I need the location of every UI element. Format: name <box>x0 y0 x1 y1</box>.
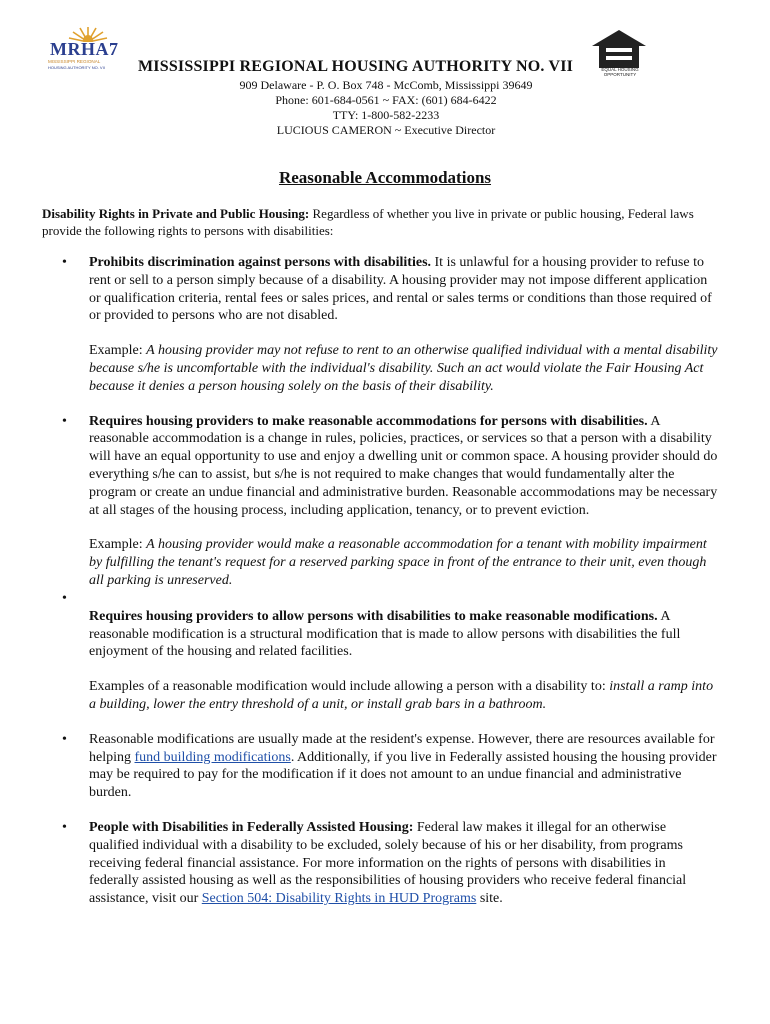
example-label: Examples of a reasonable modification would include allowing a person with a disability to: <box>89 679 610 695</box>
example-text: A housing provider may not refuse to rent to an otherwise qualified individual with a mental disability because s/he is uncomfortable with the individual's disability. Such an act would violate the Fair Housing Act because it denies a person housing solely on the basis of their disability. <box>89 343 718 394</box>
item-text: A reasonable accommodation is a change in rules, policies, practices, or services so that a person with a disability will have an equal opportunity to use and enjoy a dwelling unit or common space. A housing provider should do everything s/he can to assist, but s/he is not required to make changes that would fundamentally alter the program or create an undue financial and administrative burden. Reasonable accommodations may be necessary at all stages of the housing process, including application, tenancy, or to prevent eviction. <box>89 413 718 518</box>
item-text: A reasonable modification is a structural modification that is made to allow persons with disabilities the full enjoyment of the housing and related facilities. <box>89 608 681 660</box>
item-paragraph <box>89 608 718 661</box>
fund-building-modifications-link[interactable]: fund building modifications <box>134 749 291 765</box>
logo-tagline-2: HOUSING AUTHORITY NO. VII <box>48 65 105 70</box>
bullet-icon: • <box>62 731 67 747</box>
mrha7-logo <box>46 26 130 72</box>
item-paragraph <box>89 819 718 908</box>
eho-caption: EQUAL HOUSING OPPORTUNITY <box>601 67 639 77</box>
item-paragraph <box>89 254 718 325</box>
letterhead <box>46 26 726 138</box>
item-paragraph <box>89 413 718 520</box>
address-line: 909 Delaware - P. O. Box 748 - McComb, Mississippi 39649 <box>239 78 533 92</box>
list-item <box>0 731 770 802</box>
example-text: A housing provider would make a reasonable accommodation for a tenant with mobility impairment by fulfilling the tenant's request for a reserved parking space in front of the entrance to their unit, even though all parking is unreserved. <box>89 537 707 588</box>
logo-tagline: MISSISSIPPI REGIONAL <box>48 59 101 64</box>
director-line: LUCIOUS CAMERON ~ Executive Director <box>276 123 496 137</box>
list-item <box>0 413 770 590</box>
item-example <box>89 536 718 589</box>
item-lead: Requires housing providers to make reasonable accommodations for persons with disabilities. <box>89 413 648 429</box>
item-text-before: Federal law makes it illegal for an otherwise qualified individual with a disability to be excluded, solely because of his or her disability, from programs receiving federal financial assistance. For more information on the rights of persons with disabilities in federally assisted housing as well as the responsibilities of housing providers who receive federal financial assistance, visit our <box>89 819 687 907</box>
list-item <box>0 254 770 396</box>
item-paragraph <box>89 731 718 802</box>
item-lead: Prohibits discrimination against persons with disabilities. <box>89 255 432 270</box>
tty-line: TTY: 1-800-582-2233 <box>332 108 440 122</box>
page-title: Reasonable Accommodations <box>278 168 492 187</box>
blank-line <box>89 590 718 608</box>
example-label: Example: <box>89 343 147 359</box>
item-text-after: site. <box>476 891 503 907</box>
example-label: Example: <box>89 537 147 553</box>
intro-text: Regardless of whether you live in private or public housing, Federal laws provide the following rights to persons with disabilities: <box>42 206 694 238</box>
intro-lead: Disability Rights in Private and Public Housing: <box>42 206 310 221</box>
bullet-icon: • <box>62 413 67 429</box>
logo-text: MRHA7 <box>50 39 119 59</box>
intro-paragraph <box>42 205 732 239</box>
item-text: It is unlawful for a housing provider to refuse to rent or sell to a person simply because of a disability. A housing provider may not impose different application or qualification criteria, rental fees or sales prices, and rental or sales terms or conditions than those required of or provided to persons who are not disabled. <box>89 255 712 324</box>
item-example <box>89 678 718 714</box>
item-lead: Requires housing providers to allow persons with disabilities to make reasonable modifications. <box>89 608 658 624</box>
item-lead: People with Disabilities in Federally Assisted Housing: <box>89 819 414 835</box>
organization-name: MISSISSIPPI REGIONAL HOUSING AUTHORITY NO. VII <box>138 58 574 75</box>
example-text: install a ramp into a building, lower the entry threshold of a unit, or install grab bars in a bathroom. <box>89 679 714 712</box>
rights-list <box>0 254 770 908</box>
bullet-icon: • <box>62 255 67 270</box>
phone-line: Phone: 601-684-0561 ~ FAX: (601) 684-6422 <box>275 93 497 107</box>
item-text-before: Reasonable modifications are usually made at the resident's expense. However, there are resources available for helping <box>89 731 715 765</box>
list-item <box>0 590 770 714</box>
contact-block <box>226 78 546 138</box>
item-text-after: . Additionally, if you live in Federally assisted housing the housing provider may be required to pay for the modification if it does not amount to an undue financial and administrative burden. <box>89 749 717 801</box>
list-item <box>0 819 770 908</box>
item-example <box>89 342 718 395</box>
bullet-icon: • <box>62 819 67 835</box>
section-504-link[interactable]: Section 504: Disability Rights in HUD Programs <box>201 891 477 907</box>
bullet-icon: • <box>62 590 67 606</box>
